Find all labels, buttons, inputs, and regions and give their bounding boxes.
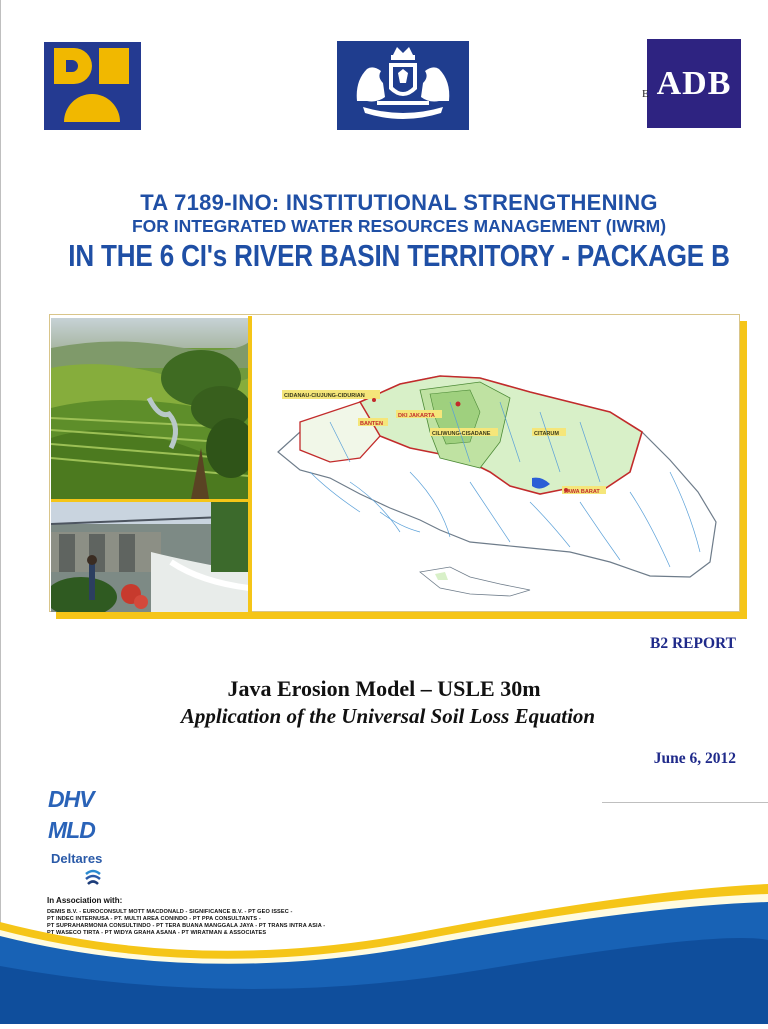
report-date: June 6, 2012 [653,750,736,767]
report-type-label: B2 REPORT [649,635,736,652]
adb-logo: ADB [647,39,741,128]
association-line-2: PT INDEC INTERNUSA - PT. MULTI AREA CONINDO - PT PPA CONSULTANTS - [47,916,261,922]
netherlands-coat-of-arms-logo [337,41,469,130]
footer-wave-decoration [0,870,768,1024]
dam-spillway-photo [51,502,249,612]
photo-map-divider [248,316,252,612]
mld-logo: MLD [48,817,95,843]
map-label-citarum: CITARUM [534,431,559,437]
stray-character: E [642,88,649,100]
map-label-banten: BANTEN [360,421,383,427]
date-underline-rule [602,802,768,803]
tea-plantation-photo [51,318,249,499]
project-title-line-2: FOR INTEGRATED WATER RESOURCES MANAGEMENT (IWRM) [131,216,667,236]
map-label-jawa-barat: JAWA BARAT [564,489,600,495]
report-title: Java Erosion Model – USLE 30m [227,676,541,701]
association-line-1: DEMIS B.V. - EUROCONSULT MOTT MACDONALD - SIGNIFICANCE B.V. - PT GEO ISSEC - [47,909,293,915]
association-line-4: PT WASECO TIRTA - PT WIDYA GRAHA ASANA - PT WIRATMAN & ASSOCIATES [47,930,267,936]
deltares-logo: Deltares [51,851,103,866]
river-basin-map [270,362,720,607]
map-label-cidanau: CIDANAU-CIUJUNG-CIDURIAN [284,393,365,399]
association-line-3: PT SUPRAHARMONIA CONSULTINDO - PT TERA BUANA MANGGALA JAYA - PT TRANS INTRA ASIA - [47,923,326,929]
public-works-logo [44,42,141,130]
map-label-ciliwung: CILIWUNG-CISADANE [432,431,491,437]
project-title-line-3: IN THE 6 CI's RIVER BASIN TERRITORY - PACKAGE B [68,238,730,273]
map-label-dki: DKI JAKARTA [398,413,435,419]
project-title-line-1: TA 7189-INO: INSTITUTIONAL STRENGTHENING [140,190,658,215]
report-subtitle: Application of the Universal Soil Loss Equation [180,704,596,728]
dhv-logo: DHV [48,786,94,812]
association-heading: In Association with: [47,896,123,905]
